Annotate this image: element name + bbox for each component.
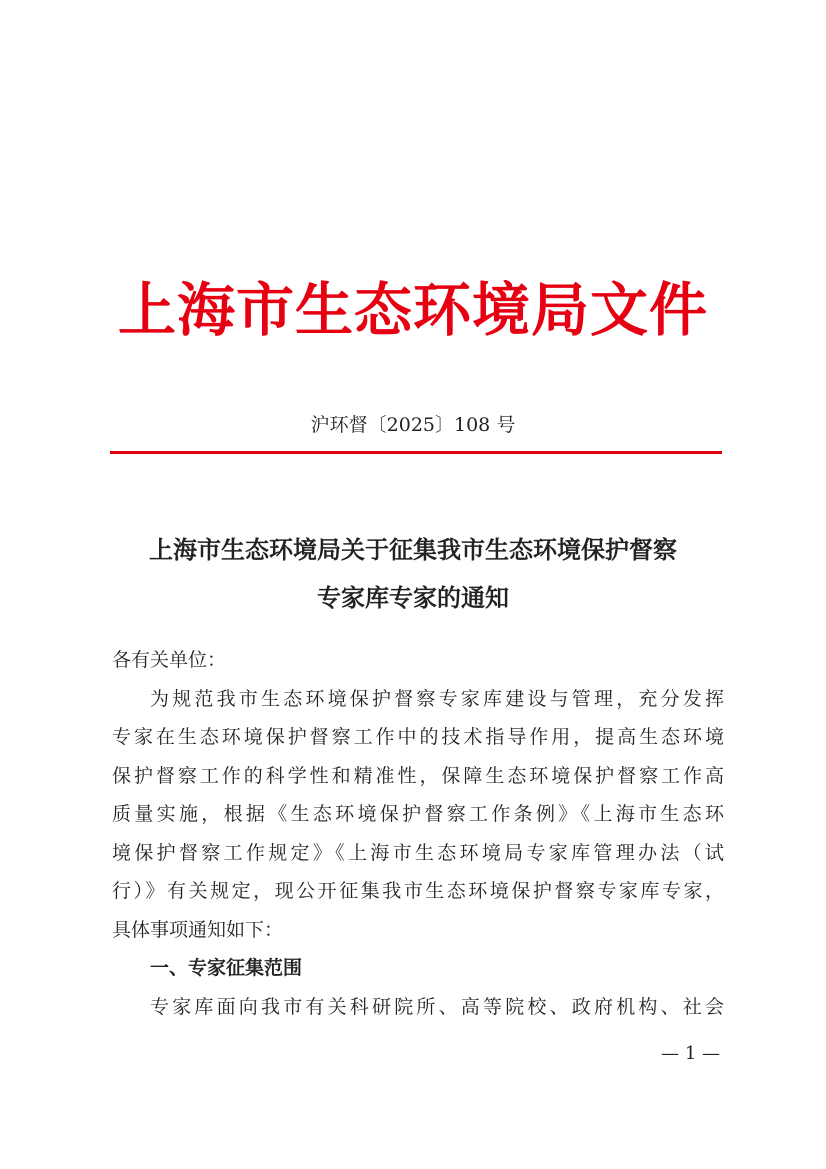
notice-title-line-1: 上海市生态环境局关于征集我市生态环境保护督察 [149,535,677,564]
red-separator-line [110,451,722,454]
document-number: 沪环督〔2025〕108 号 [310,414,516,436]
paragraph-line: 专家在生态环境保护督察工作中的技术指导作用，提高生态环境 [112,726,724,748]
section-text: 专家库面向我市有关科研院所、高等院校、政府机构、社会 [150,995,724,1018]
paragraph-line: 具体事项通知如下： [112,918,284,941]
notice-body [112,641,724,1026]
paragraph-line: 境保护督察工作规定》《上海市生态环境局专家库管理办法（试 [112,841,724,864]
notice-title-line-2: 专家库专家的通知 [317,583,509,612]
notice-title [100,526,726,622]
paragraph-line: 为规范我市生态环境保护督察专家库建设与管理，充分发挥 [150,687,724,710]
paragraph-line: 保护督察工作的科学性和精准性，保障生态环境保护督察工作高 [112,764,724,787]
salutation: 各有关单位： [112,649,227,671]
page-number: — 1 — [661,1043,720,1064]
issuer-title: 上海市生态环境局文件 [117,276,708,344]
paragraph-line: 质量实施，根据《生态环境保护督察工作条例》《上海市生态环 [112,803,724,825]
section-heading: 一、专家征集范围 [150,957,303,979]
paragraph-line: 行）》有关规定，现公开征集我市生态环境保护督察专家库专家， [112,880,724,902]
